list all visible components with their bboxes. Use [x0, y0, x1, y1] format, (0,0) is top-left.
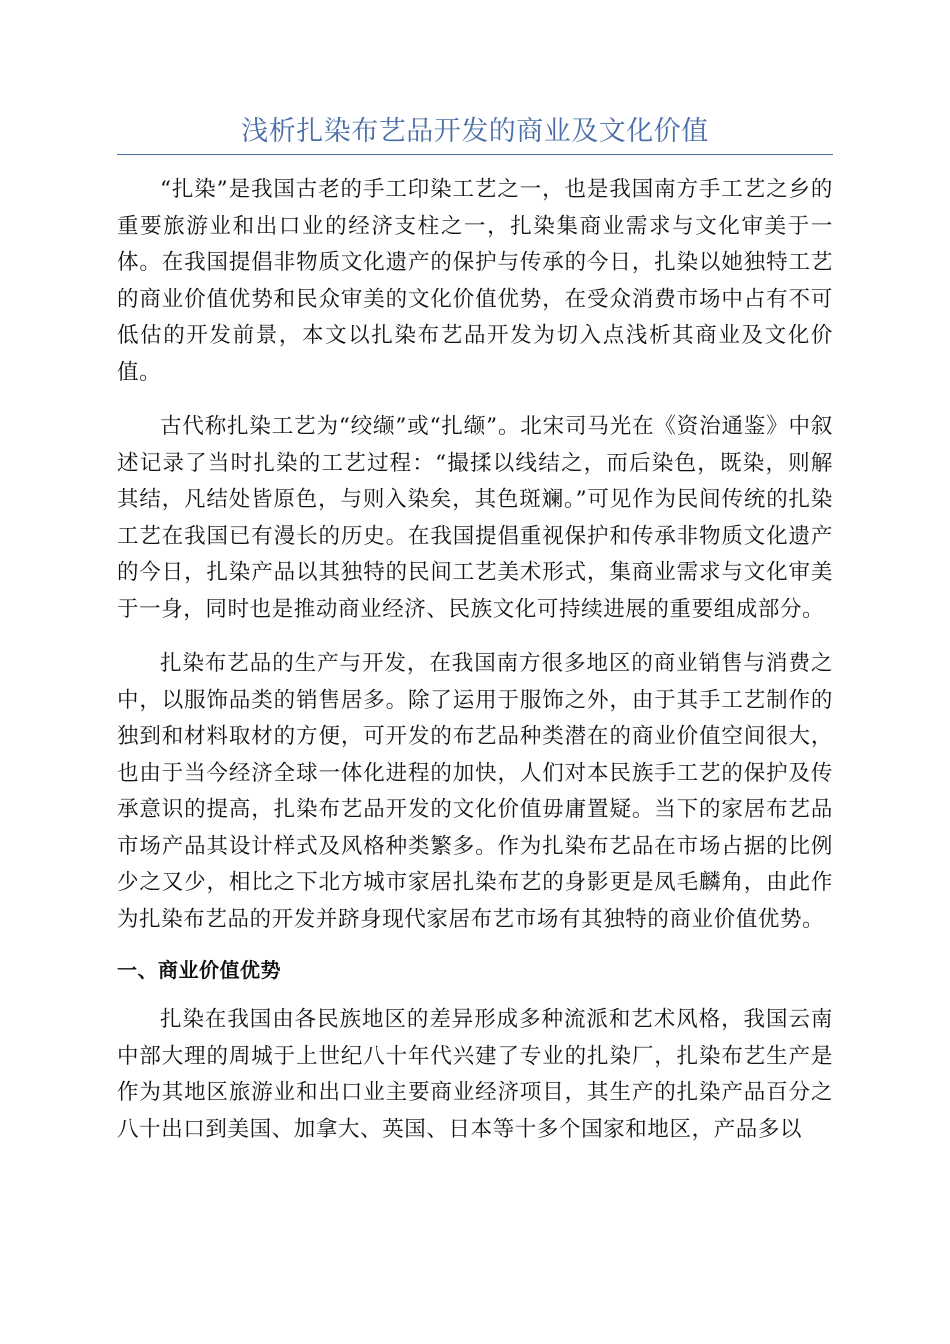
body-paragraph-1: “扎染”是我国古老的手工印染工艺之一，也是我国南方手工艺之乡的重要旅游业和出口业的经济支柱之一，扎染集商业需求与文化审美于一体。在我国提倡非物质文化遗产的保护与传承的今日，扎染以她独特工艺的商业价值优势和民众审美的文化价值优势，在受众消费市场中占有不可低估的开发前景，本文以扎染布艺品开发为切入点浅析其商业及文化价值。 [117, 177, 833, 385]
body-paragraph-4: 扎染在我国由各民族地区的差异形成多种流派和艺术风格，我国云南中部大理的周城于上世纪八十年代兴建了专业的扎染厂，扎染布艺生产是作为其地区旅游业和出口业主要商业经济项目，其生产的扎染产品百分之八十出口到美国、加拿大、英国、日本等十多个国家和地区，产品多以 [117, 1007, 833, 1142]
body-paragraph-2: 古代称扎染工艺为“绞缬”或“扎缬”。北宋司马光在《资治通鉴》中叙述记录了当时扎染的工艺过程：“撮揉以线结之，而后染色，既染，则解其结，凡结处皆原色，与则入染矣，其色斑斓。”可见作为民间传统的扎染工艺在我国已有漫长的历史。在我国提倡重视保护和传承非物质文化遗产的今日，扎染产品以其独特的民间工艺美术形式，集商业需求与文化审美于一身，同时也是推动商业经济、民族文化可持续进展的重要组成部分。 [117, 414, 833, 622]
document-title: 浅析扎染布艺品开发的商业及文化价值 [241, 116, 709, 147]
section-heading-commercial-value: 一、商业价值优势 [117, 958, 281, 982]
body-paragraph-3: 扎染布艺品的生产与开发，在我国南方很多地区的商业销售与消费之中，以服饰品类的销售居多。除了运用于服饰之外，由于其手工艺制作的独到和材料取材的方便，可开发的布艺品种类潜在的商业价值空间很大，也由于当今经济全球一体化进程的加快，人们对本民族手工艺的保护及传承意识的提高，扎染布艺品开发的文化价值毋庸置疑。当下的家居布艺品市场产品其设计样式及风格种类繁多。作为扎染布艺品在市场占据的比例少之又少，相比之下北方城市家居扎染布艺的身影更是凤毛麟角，由此作为扎染布艺品的开发并跻身现代家居布艺市场有其独特的商业价值优势。 [117, 651, 833, 932]
document-body [117, 170, 833, 1148]
title-underline [117, 154, 833, 155]
